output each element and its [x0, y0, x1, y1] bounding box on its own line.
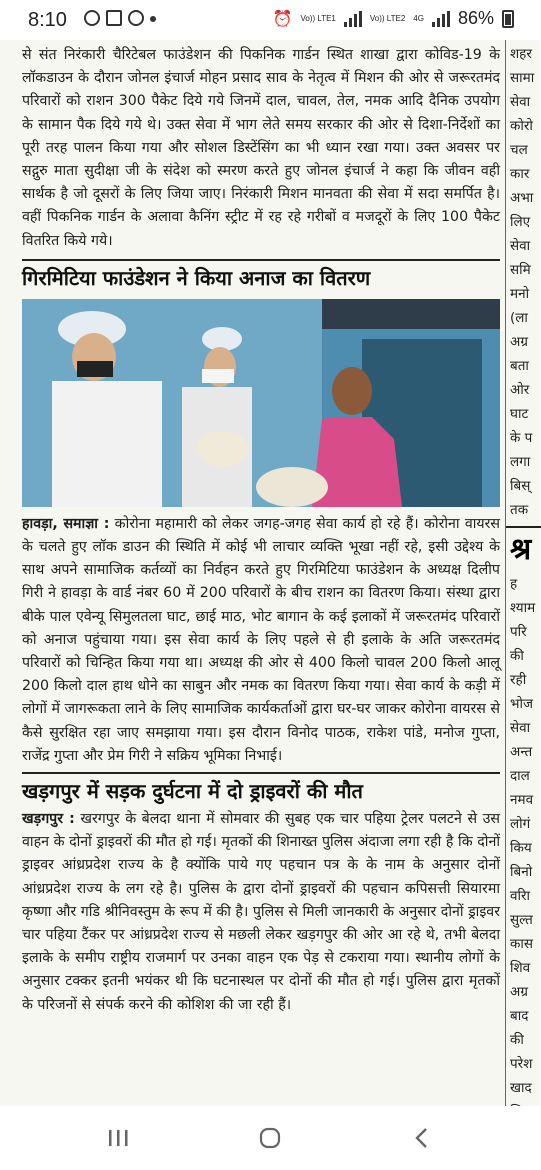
side-column-word: परेश	[510, 1056, 533, 1072]
side-column-word: खाद	[510, 1080, 532, 1096]
battery-icon	[502, 10, 514, 28]
side-column-word: सेवा	[510, 720, 531, 736]
back-button[interactable]	[402, 1122, 442, 1154]
status-time: 8:10	[28, 9, 67, 31]
article-kharagpur-body	[22, 808, 500, 1017]
battery-percent: 86%	[457, 8, 494, 28]
navigation-bar	[0, 1106, 540, 1170]
side-column-word: बिनो	[510, 864, 533, 880]
dateline-howrah: हावड़ा, समाज्ञा :	[22, 515, 110, 532]
side-words-bottom	[506, 572, 541, 1124]
photo-illustration	[22, 299, 500, 507]
side-column-word: समि	[510, 262, 531, 278]
article-kharagpur-text: खरगपुर के बेलदा थाना में सोमवार की सुबह एक चार पहिया ट्रेलर पलटने से उस वाहन के दोनों ड्राइवरों की मौत हो गई। मृतकों की शिनाख्त पुलिस अंदाजा लगा रही है कि दोनों ड्राइवर आंध्रप्रदेश राज्य के है क्योंकि पाये गए पहचान पत्र के के नाम के अनुसार दोनों आंध्रप्रदेश राज्य के लग रहे है। पुलिस के द्वारा दोनों ड्राइवरों की पहचान कपिसत्ती सियारमा कृष्णा और गडि श्रीनिवस्तुम के रूप में की है। पुलिस से मिली जानकारी के अनुसार दोनों ड्राइवर चार पहिया टैंकर पर आंध्रप्रदेश राज्य से मछली लेकर खड़गपुर की ओर आ रहे थे, तभी बेलदा इलाके के समीप राष्ट्रीय राजमार्ग पर उनका वाहन एक पेड़ से टकराया गया। स्थानीय लोगों के अनुसार टक्कर इतनी भयंकर थी कि घटनास्थल पर दोनों की मौत हो गई। पुलिस द्वारा मृतकों के परिजनों से संपर्क करने की कोशिश की जा रही हैं।	[22, 811, 500, 1013]
side-column-word: ह	[510, 576, 518, 592]
status-right	[273, 8, 514, 29]
side-column-word: सेवा	[510, 238, 531, 254]
status-bar	[0, 0, 540, 40]
side-column-word: रही	[510, 672, 527, 688]
recents-button[interactable]	[98, 1122, 138, 1154]
signal-icon	[432, 11, 450, 27]
side-column-word: लिए	[510, 214, 531, 230]
side-column-word: बिस्	[510, 478, 531, 494]
main-column	[22, 40, 500, 1017]
headline-girmitiya: गिरमिटिया फाउंडेशन ने किया अनाज का वितरण	[22, 259, 500, 295]
side-column-word: शिव	[510, 960, 531, 976]
network-type: 4G	[413, 14, 424, 23]
sim2-label: Vo)) LTE2	[369, 14, 406, 23]
side-column-word: कार	[510, 166, 530, 182]
alarm-icon: ⏰	[272, 10, 293, 28]
side-column-word: ओर	[510, 382, 530, 398]
news-photo	[22, 299, 500, 507]
side-column-word: मनो	[510, 286, 530, 302]
side-column-word: किय	[510, 840, 532, 856]
side-column-word: लगा	[510, 454, 531, 470]
side-heading: श्र	[506, 526, 541, 572]
side-column-word: दाल	[510, 768, 530, 784]
side-column-word: नमव	[510, 792, 534, 808]
side-column-word: के प	[510, 430, 533, 446]
side-column-word: कोरो	[510, 118, 533, 134]
headline-kharagpur: खड़गपुर में सड़क दुर्घटना में दो ड्राइवरों की मौत	[22, 772, 500, 808]
newspaper-image[interactable]	[0, 40, 540, 1106]
sim1-label: Vo)) LTE1	[300, 14, 336, 23]
signal-icon	[344, 11, 362, 27]
side-column-word: तक	[510, 502, 529, 518]
more-notifications-icon	[150, 16, 156, 22]
article-girmitiya-body	[22, 513, 500, 768]
dateline-kharagpur: खड़गपुर :	[22, 811, 75, 828]
article-nirankari-body: से संत निरंकारी चैरिटेबल फाउंडेशन की पिकनिक गार्डन स्थित शाखा द्वारा कोविड-19 के लॉकडाउन के दौरान जोनल इंचार्ज मोहन प्रसाद साव के नेतृत्व में मिशन की ओर से जरूरतमंद परिवारों को राशन 300 पैकेट दिये गये जिनमें दाल, चावल, तेल, नमक आदि दैनिक उपयोग के सामान पैक दिये गये थे। उक्त सेवा में भाग लेते समय सरकार की ओर से दिशा-निर्देशों का पूरी तरह पालन किया गया और सोशल डिस्टेंसिंग का भी ध्यान रखा गया। उक्त अवसर पर सद्गुरु माता सुदीक्षा जी के संदेश को स्मरण करते हुए जोनल इंचार्ज ने कहा कि जीवन वही सार्थक है जो दूसरों के लिए जिया जाए। निरंकारी मिशन मानवता की सेवा में सदा समर्पित है। वहीं पिकनिक गार्डन के अलावा कैनिंग स्ट्रीट में रह रहे गरीबों व मजदूरों के लिए 100 पैकेट वितरित किये गये।	[22, 47, 500, 249]
side-column-word: चल	[510, 142, 528, 158]
side-column-word: की	[510, 1032, 524, 1048]
side-column-word: की	[510, 648, 524, 664]
recents-icon	[107, 1128, 129, 1148]
side-column-word: भोज	[510, 696, 534, 712]
back-icon	[412, 1126, 432, 1150]
home-button[interactable]	[250, 1122, 290, 1154]
notification-icons	[84, 10, 156, 26]
side-words-top	[506, 40, 541, 522]
side-column-word: (ला	[510, 310, 528, 326]
side-column	[505, 40, 541, 1106]
side-column-word: लोगं	[510, 816, 531, 832]
whatsapp-icon	[84, 10, 100, 26]
gallery-icon	[106, 10, 122, 26]
article-girmitiya-text: कोरोना महामारी को लेकर जगह-जगह सेवा कार्य हो रहे हैं। कोरोना वायरस के चलते हुए लॉक डाउन की स्थिति में कोई भी लाचार व्यक्ति भूखा नहीं रहे, इसी उद्देश्य के साथ अपने सामाजिक कर्तव्यों का निर्वहन करते हुए गिरमिटिया फाउंडेशन के अध्यक्ष दिलीप गिरी ने हावड़ा के वार्ड नंबर 60 में 200 परिवारों के बीच राशन का वितरण किया। संस्था द्वारा बीके पाल एवेन्यू सिमुलतला घाट, छाई माठ, भोट बागान के कई इलाकों में जरूरतमंद परिवारों को अनाज पहुंचाया गया। इस सेवा कार्य के लिए पहले से ही इलाके के अति जरूरतमंद परिवारों को चिन्हित किया गया था। अध्यक्ष की ओर से 400 किलो चावल 200 किलो आलू 200 किलो दाल हाथ धोने का साबुन और नमक का वितरण किया गया। सेवा कार्य के कड़ी में लोगों में जागरूकता लाने के लिए सामाजिक कार्यकर्ताओं द्वारा घर-घर जाकर कोरोना वायरस से कैसे सुरक्षित रहा जाए समझाया गया। इस दौरान विनोद पाठक, राकेश पांडे, मनोज गुप्ता, राजेंद्र गुप्ता और प्रेम गिरी ने सक्रिय भूमिका निभाई।	[22, 515, 501, 764]
side-column-word: अभा	[510, 190, 534, 206]
side-column-word: अग्र	[510, 334, 528, 350]
side-column-word: बता	[510, 358, 529, 374]
side-column-word: परि	[510, 624, 527, 640]
side-column-word: अन्त	[510, 744, 533, 760]
side-column-word: सुल्त	[510, 912, 533, 928]
side-column-word: बाद	[510, 1008, 529, 1024]
side-column-word: श्याम	[510, 600, 536, 616]
side-column-word: वरिा	[510, 888, 531, 904]
whatsapp-icon	[128, 10, 144, 26]
side-column-word: कास	[510, 936, 533, 952]
side-column-word: अग्र	[510, 984, 528, 1000]
side-column-word: सामा	[510, 70, 535, 86]
side-column-word: शहर	[510, 46, 532, 62]
side-column-word: घाट	[510, 406, 529, 422]
side-column-word: सेवा	[510, 94, 531, 110]
home-icon	[258, 1126, 282, 1150]
